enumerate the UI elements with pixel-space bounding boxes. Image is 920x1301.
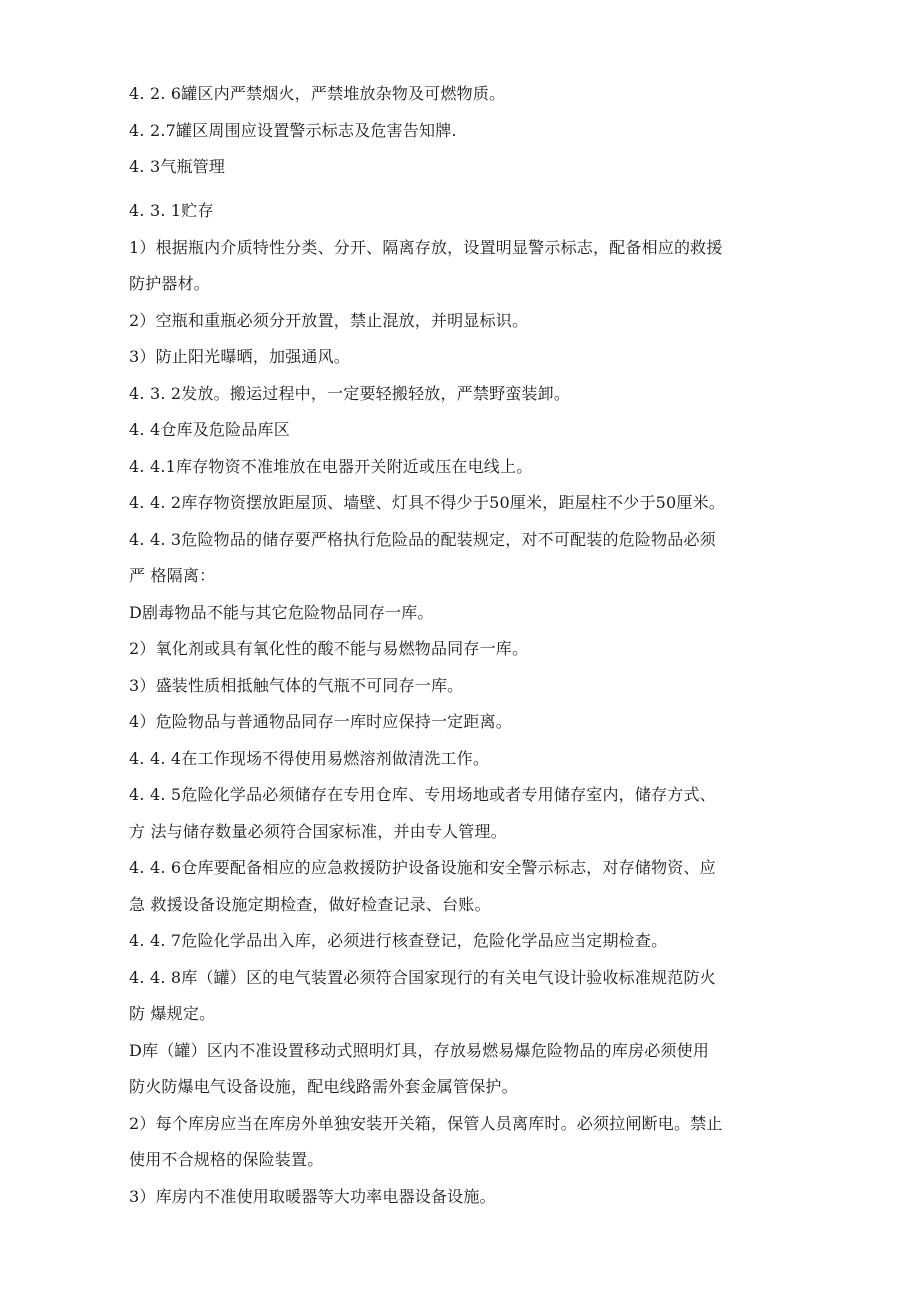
text-line: 4. 4. 7危险化学品出入库，必须进行核查登记，危险化学品应当定期检查。 <box>129 931 668 950</box>
text-line: 防护器材。 <box>129 274 211 293</box>
text-line: 2）空瓶和重瓶必须分开放置，禁止混放，并明显标识。 <box>129 310 529 330</box>
text-line: 3）库房内不准使用取暖器等大功率电器设备设施。 <box>129 1186 496 1206</box>
text-line: 防 爆规定。 <box>129 1004 216 1023</box>
text-line: 4. 4.1库存物资不准堆放在电器开关附近或压在电线上。 <box>129 456 533 476</box>
text-line: 防火防爆电气设备设施，配电线路需外套金属管保护。 <box>129 1077 518 1096</box>
subsection-heading: 4. 3. 1贮存 <box>129 201 214 220</box>
section-heading: 4. 3气瓶管理 <box>129 157 226 176</box>
section-heading: 4. 4仓库及危险品库区 <box>129 420 290 439</box>
text-line: 3）防止阳光曝晒，加强通风。 <box>129 347 350 366</box>
text-line: 4）危险物品与普通物品同存一库时应保持一定距离。 <box>129 712 512 731</box>
text-line: 严 格隔离： <box>129 566 216 585</box>
text-line: 急 救援设备设施定期检查，做好检查记录、台账。 <box>129 894 491 914</box>
text-line: D剧毒物品不能与其它危险物品同存一库。 <box>129 602 434 622</box>
text-line: D库（罐）区内不准设置移动式照明灯具，存放易燃易爆危险物品的库房必须使用 <box>129 1040 710 1060</box>
document-page <box>129 84 809 1223</box>
text-line: 方 法与储存数量必须符合国家标准，并由专人管理。 <box>129 821 507 841</box>
text-line: 4. 3. 2发放。搬运过程中，一定要轻搬轻放，严禁野蛮装卸。 <box>129 383 571 403</box>
text-line: 2）每个库房应当在库房外单独安装开关箱，保管人员离库时。必须拉闸断电。禁止 <box>129 1113 723 1133</box>
text-line: 4. 4. 4在工作现场不得使用易燃溶剂做清洗工作。 <box>129 748 490 768</box>
text-line: 4. 4. 2库存物资摆放距屋顶、墙壁、灯具不得少于50厘米，距屋柱不少于50厘米。 <box>129 493 726 512</box>
text-line: 4. 4. 5危险化学品必须储存在专用仓库、专用场地或者专用储存室内，储存方式、 <box>129 785 716 804</box>
text-line: 3）盛装性质相抵触气体的气瓶不可同存一库。 <box>129 675 464 695</box>
text-line: 1）根据瓶内介质特性分类、分开、隔离存放，设置明显警示标志，配备相应的救援 <box>129 237 723 257</box>
text-line: 4. 4. 6仓库要配备相应的应急救援防护设备设施和安全警示标志，对存储物资、应 <box>129 858 716 877</box>
text-line: 4. 2. 6罐区内严禁烟火，严禁堆放杂物及可燃物质。 <box>129 84 506 103</box>
text-line: 4. 4. 8库（罐）区的电气装置必须符合国家现行的有关电气设计验收标准规范防火 <box>129 967 716 987</box>
text-line: 4. 2.7罐区周围应设置警示标志及危害告知牌. <box>129 120 457 140</box>
text-line: 2）氧化剂或具有氧化性的酸不能与易燃物品同存一库。 <box>129 639 529 658</box>
text-line: 4. 4. 3危险物品的储存要严格执行危险品的配装规定，对不可配装的危险物品必须 <box>129 529 716 549</box>
text-line: 使用不合规格的保险装置。 <box>129 1150 324 1169</box>
